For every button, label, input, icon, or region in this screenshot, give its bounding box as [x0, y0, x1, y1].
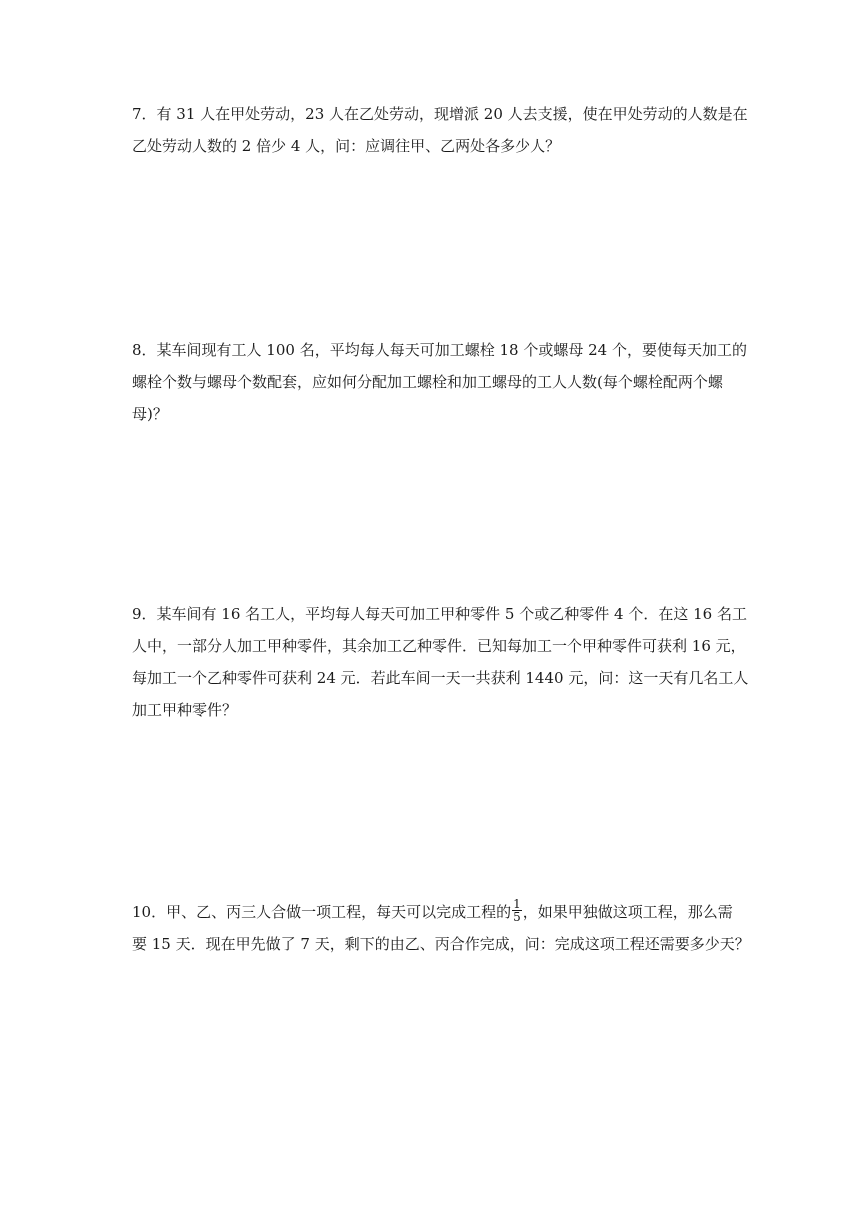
problem-8-line-1: 8．某车间现有工人 100 名，平均每人每天可加工螺栓 18 个或螺母 24 个，要使每天加工的 — [132, 341, 747, 359]
problem-8-line-2: 螺栓个数与螺母个数配套，应如何分配加工螺栓和加工螺母的工人人数(每个螺栓配两个螺 — [132, 373, 723, 391]
fraction-numerator: 1 — [513, 896, 521, 911]
fraction-denominator: 5 — [513, 909, 521, 924]
fraction-one-fifth — [512, 898, 522, 923]
problem-10-text-after-fraction: ，如果甲独做这项工程，那么需 — [522, 903, 733, 921]
problem-9-line-3: 每加工一个乙种零件可获利 24 元．若此车间一天一共获利 1440 元，问：这一天有几名工人 — [132, 669, 749, 687]
problem-8 — [132, 334, 747, 430]
problem-9-line-2: 人中，一部分人加工甲种零件，其余加工乙种零件．已知每加工一个甲种零件可获利 16 元， — [132, 637, 746, 655]
problem-7 — [132, 98, 748, 162]
problem-7-line-2: 乙处劳动人数的 2 倍少 4 人，问：应调往甲、乙两处各多少人？ — [132, 137, 561, 155]
problem-10-line-2: 要 15 天．现在甲先做了 7 天，剩下的由乙、丙合作完成，问：完成这项工程还需要多少天？ — [132, 935, 750, 953]
problem-10 — [132, 896, 750, 960]
problem-10-text-before-fraction: 10．甲、乙、丙三人合做一项工程，每天可以完成工程的 — [132, 903, 512, 921]
problem-9-line-4: 加工甲种零件？ — [132, 701, 238, 719]
problem-7-line-1: 7．有 31 人在甲处劳动，23 人在乙处劳动，现增派 20 人去支援，使在甲处劳动的人数是在 — [132, 105, 748, 123]
problem-9-line-1: 9．某车间有 16 名工人，平均每人每天可加工甲种零件 5 个或乙种零件 4 个．在这 16 名工 — [132, 605, 747, 623]
problem-10-line-1 — [132, 896, 732, 928]
problem-8-line-3: 母)？ — [132, 405, 168, 423]
problem-9 — [132, 598, 749, 726]
